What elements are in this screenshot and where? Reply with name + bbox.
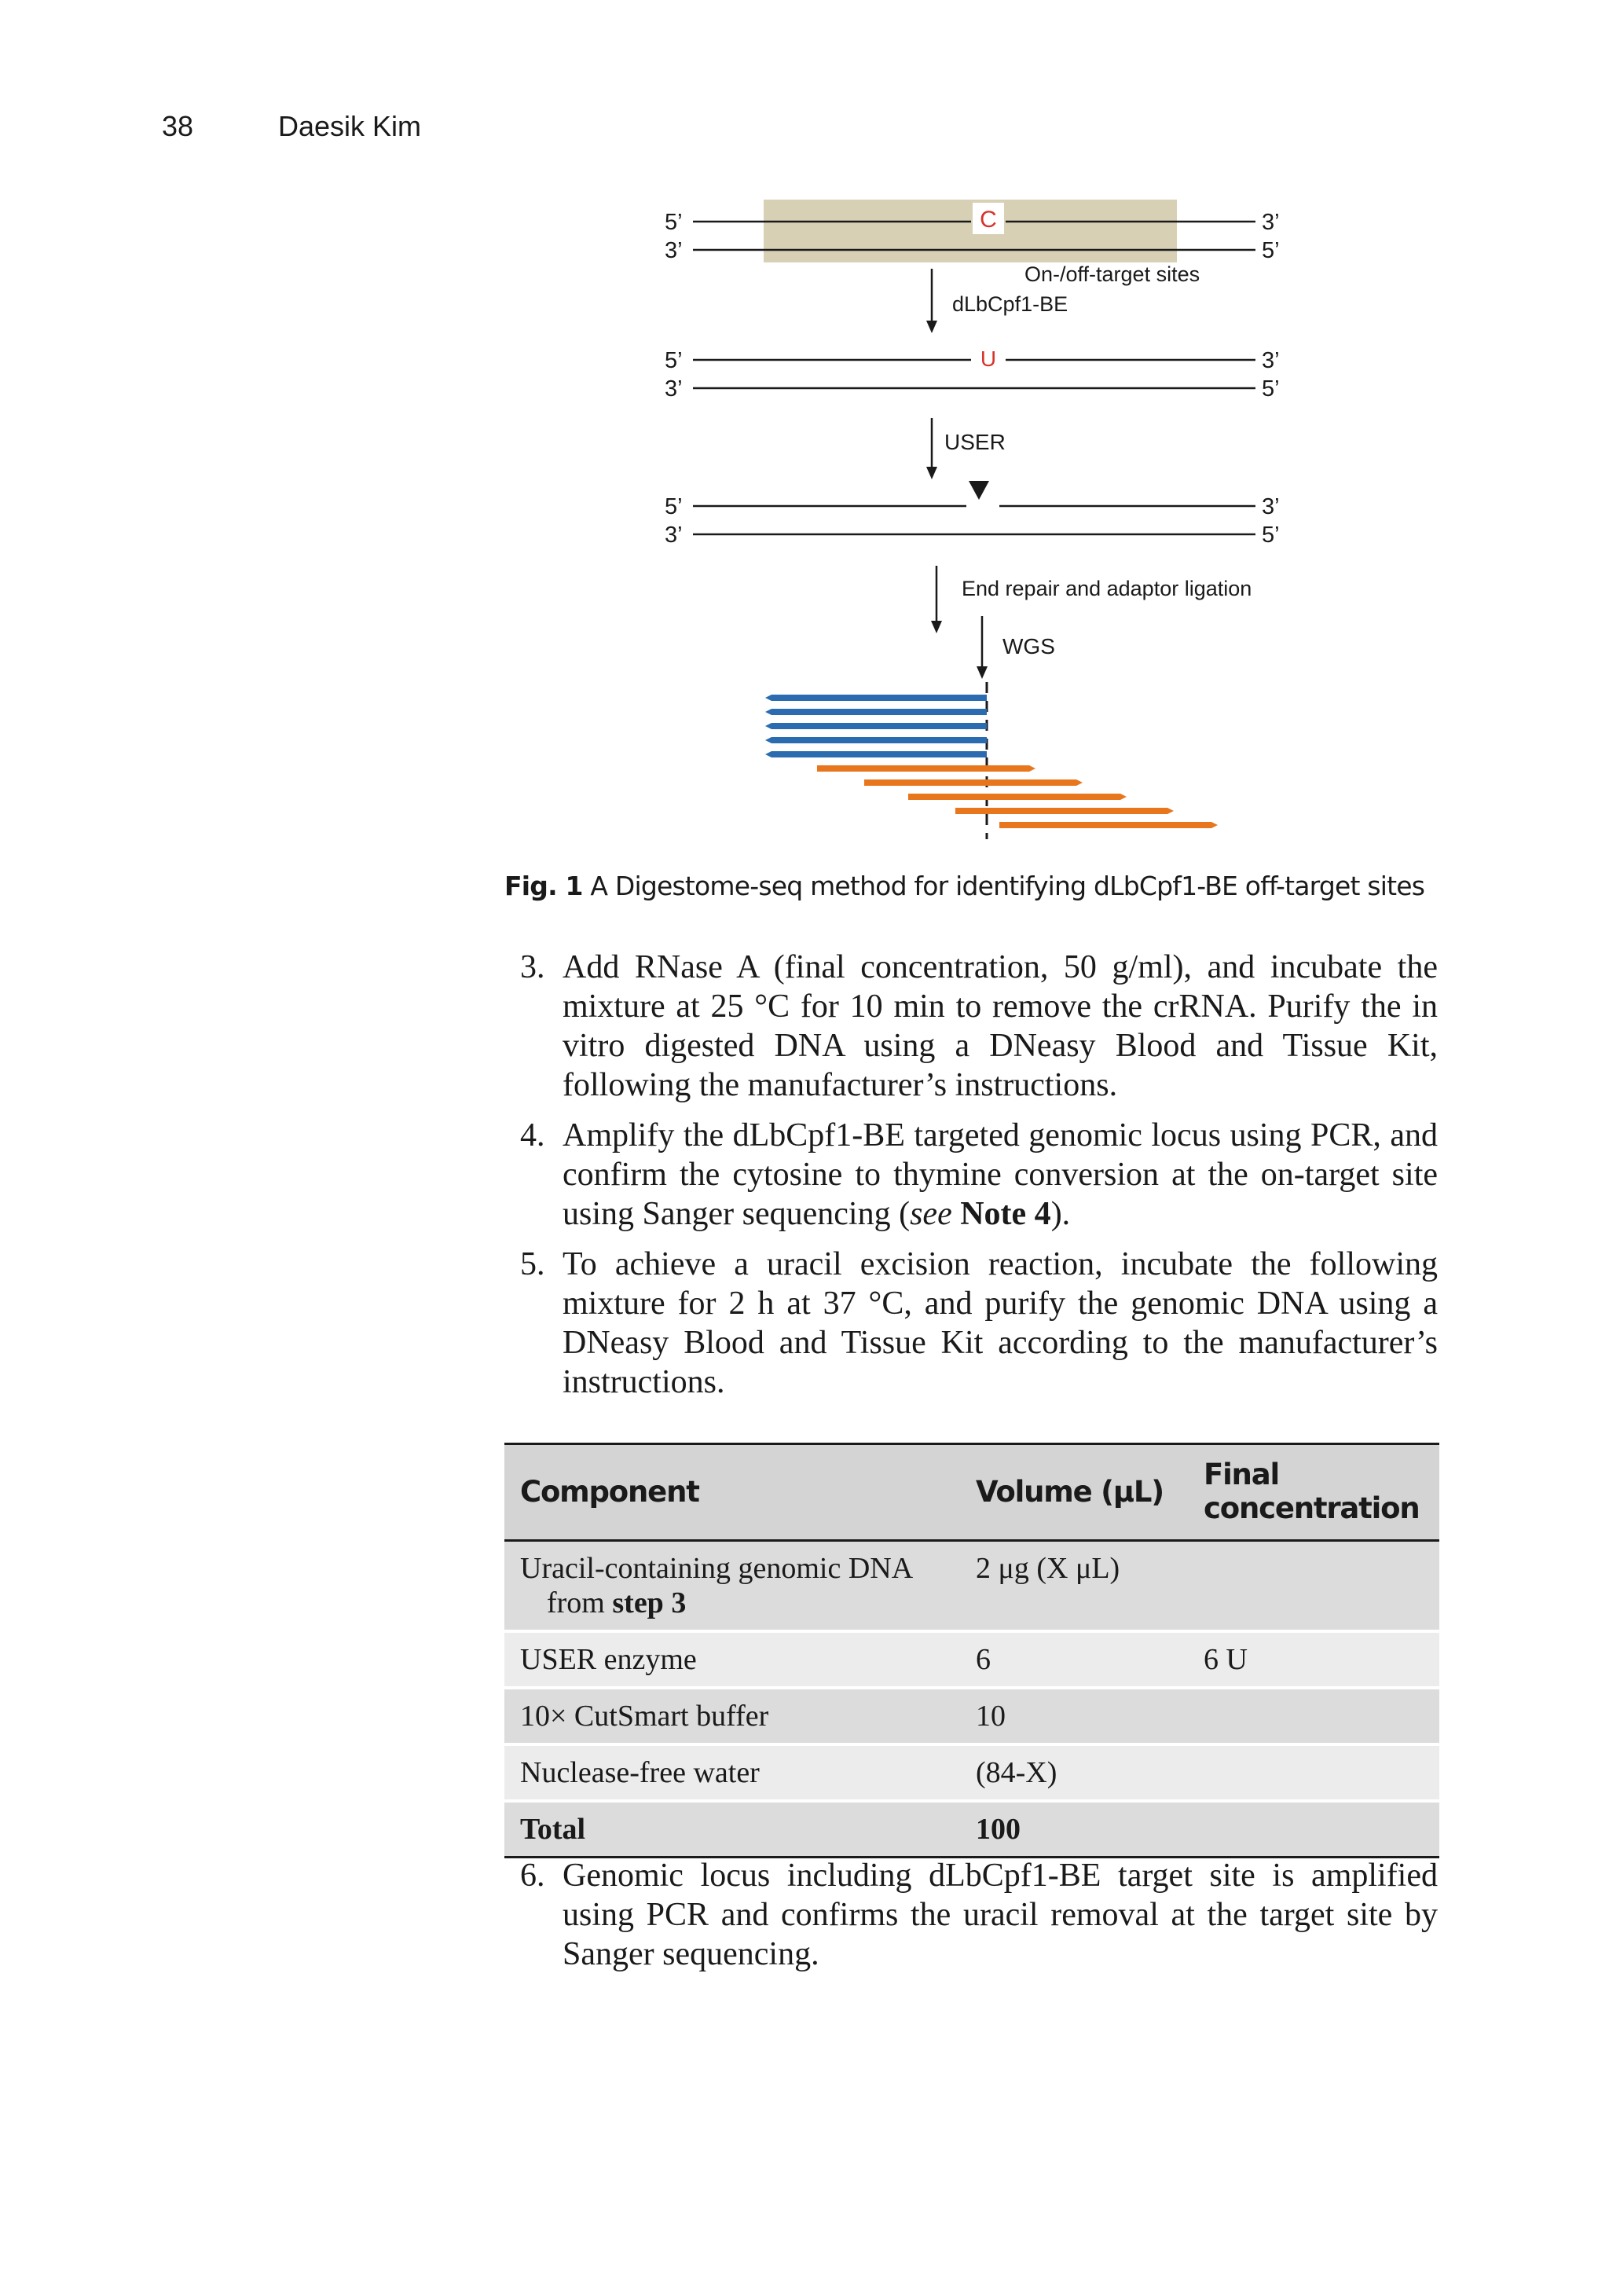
table-cell bbox=[1188, 1801, 1439, 1858]
reverse-reads bbox=[817, 765, 1218, 828]
step-label: dLbCpf1-BE bbox=[952, 292, 1068, 316]
table-cell: 2 μg (X μL) bbox=[960, 1541, 1188, 1632]
step-label: End repair and adaptor ligation bbox=[962, 577, 1252, 600]
table-cell bbox=[1188, 1744, 1439, 1801]
reverse-read bbox=[999, 822, 1218, 828]
column-header: Component bbox=[504, 1444, 960, 1541]
table-cell bbox=[504, 1541, 960, 1632]
table-cell bbox=[1188, 1688, 1439, 1744]
strand-3-label: 3’ bbox=[665, 523, 683, 548]
reaction-table bbox=[504, 1443, 1439, 1858]
reverse-read bbox=[955, 808, 1174, 814]
step-label: USER bbox=[944, 430, 1006, 454]
protocol-steps-b bbox=[520, 1856, 1438, 1985]
table-cell: 6 U bbox=[1188, 1631, 1439, 1688]
step-text-part: ). bbox=[1050, 1196, 1071, 1232]
forward-read bbox=[765, 709, 987, 715]
site-label: On-/off-target sites bbox=[1024, 262, 1200, 286]
cell-sub-part: from bbox=[547, 1586, 613, 1619]
forward-read bbox=[765, 737, 987, 743]
figure-caption bbox=[504, 871, 1447, 901]
digestome-seq-diagram bbox=[644, 185, 1296, 845]
reverse-read bbox=[817, 765, 1035, 772]
arrow-head-icon bbox=[977, 666, 988, 679]
table-row bbox=[504, 1744, 1439, 1801]
strand-3-label: 3’ bbox=[1262, 210, 1280, 235]
strand-5-label: 5’ bbox=[665, 494, 683, 519]
step-number: 3. bbox=[520, 949, 545, 985]
forward-read bbox=[765, 723, 987, 729]
step-text: To achieve a uracil excision reaction, incubate the following mixture for 2 h at 37 °C, and purify the genomic DNA using a DNeasy Blood and Tissue Kit according to the manufacturer’s instructions. bbox=[563, 1246, 1438, 1400]
table-cell: (84-X) bbox=[960, 1744, 1188, 1801]
arrow-head-icon bbox=[926, 321, 937, 333]
strand-3-label: 3’ bbox=[1262, 348, 1280, 373]
table-cell: Nuclease-free water bbox=[504, 1744, 960, 1801]
table-total-row bbox=[504, 1801, 1439, 1858]
page-number: 38 bbox=[162, 110, 194, 142]
strand-3-label: 3’ bbox=[665, 238, 683, 263]
strand-3-label: 3’ bbox=[1262, 494, 1280, 519]
reverse-read bbox=[864, 779, 1083, 786]
digestome-seq-figure bbox=[644, 185, 1296, 845]
column-header: Volume (μL) bbox=[960, 1444, 1188, 1541]
reaction-mixture-table bbox=[504, 1443, 1439, 1858]
step-item bbox=[520, 948, 1438, 1105]
cell-sub-text bbox=[520, 1586, 944, 1620]
reverse-read bbox=[908, 794, 1127, 800]
table-row bbox=[504, 1688, 1439, 1744]
strand-5-label: 5’ bbox=[665, 348, 683, 373]
running-head bbox=[162, 110, 421, 143]
base-u-label: U bbox=[980, 347, 997, 371]
step-item bbox=[520, 1856, 1438, 1974]
step-label: WGS bbox=[1002, 634, 1055, 658]
strand-5-label: 5’ bbox=[665, 210, 683, 235]
step-number: 4. bbox=[520, 1117, 545, 1154]
table-row bbox=[504, 1541, 1439, 1632]
table-header-row bbox=[504, 1444, 1439, 1541]
table-row bbox=[504, 1631, 1439, 1688]
step-text-part: Amplify the dLbCpf1-BE targeted genomic locus using PCR, and confirm the cytosine to thymine conversion at the on-target site using Sanger sequencing ( bbox=[563, 1117, 1438, 1232]
strand-5-label: 5’ bbox=[1262, 523, 1280, 548]
table-cell: 100 bbox=[960, 1801, 1188, 1858]
step-number: 6. bbox=[520, 1858, 545, 1894]
cleavage-marker-icon bbox=[969, 481, 989, 500]
strand-5-label: 5’ bbox=[1262, 376, 1280, 402]
table-cell bbox=[1188, 1541, 1439, 1632]
step-number: 5. bbox=[520, 1246, 545, 1282]
author-name: Daesik Kim bbox=[278, 110, 422, 142]
cell-main-text: Uracil-containing genomic DNA bbox=[520, 1552, 914, 1585]
table-cell: 10 bbox=[960, 1688, 1188, 1744]
base-c-label: C bbox=[980, 207, 997, 233]
target-region-highlight bbox=[764, 200, 1177, 262]
forward-reads bbox=[765, 695, 987, 757]
table-cell: 6 bbox=[960, 1631, 1188, 1688]
protocol-steps-a bbox=[520, 948, 1438, 1413]
table-cell: 10× CutSmart buffer bbox=[504, 1688, 960, 1744]
caption-label: Fig. 1 bbox=[504, 871, 583, 901]
step-item bbox=[520, 1245, 1438, 1402]
step-text bbox=[563, 1116, 1438, 1234]
column-header: Final concentration bbox=[1188, 1444, 1439, 1541]
step-item bbox=[520, 1116, 1438, 1234]
caption-text: A Digestome-seq method for identifying dLbCpf1-BE off-target sites bbox=[590, 871, 1425, 901]
table-cell: USER enzyme bbox=[504, 1631, 960, 1688]
strand-5-label: 5’ bbox=[1262, 238, 1280, 263]
forward-read bbox=[765, 751, 987, 757]
note-reference[interactable]: Note 4 bbox=[960, 1196, 1051, 1232]
strand-3-label: 3’ bbox=[665, 376, 683, 402]
step-text: Add RNase A (final concentration, 50 g/ml), and incubate the mixture at 25 °C for 10 min to remove the crRNA. Purify the in vitro digested DNA using a DNeasy Blood and Tissue Kit, following the manufacturer’s instructions. bbox=[563, 949, 1438, 1103]
step-reference[interactable]: step 3 bbox=[612, 1586, 687, 1619]
forward-read bbox=[765, 695, 987, 701]
table-cell: Total bbox=[504, 1801, 960, 1858]
arrow-head-icon bbox=[926, 467, 937, 479]
step-text: Genomic locus including dLbCpf1-BE target site is amplified using PCR and confirms the uracil removal at the target site by Sanger sequencing. bbox=[563, 1858, 1438, 1972]
arrow-head-icon bbox=[931, 621, 942, 633]
see-word: see bbox=[910, 1196, 952, 1232]
